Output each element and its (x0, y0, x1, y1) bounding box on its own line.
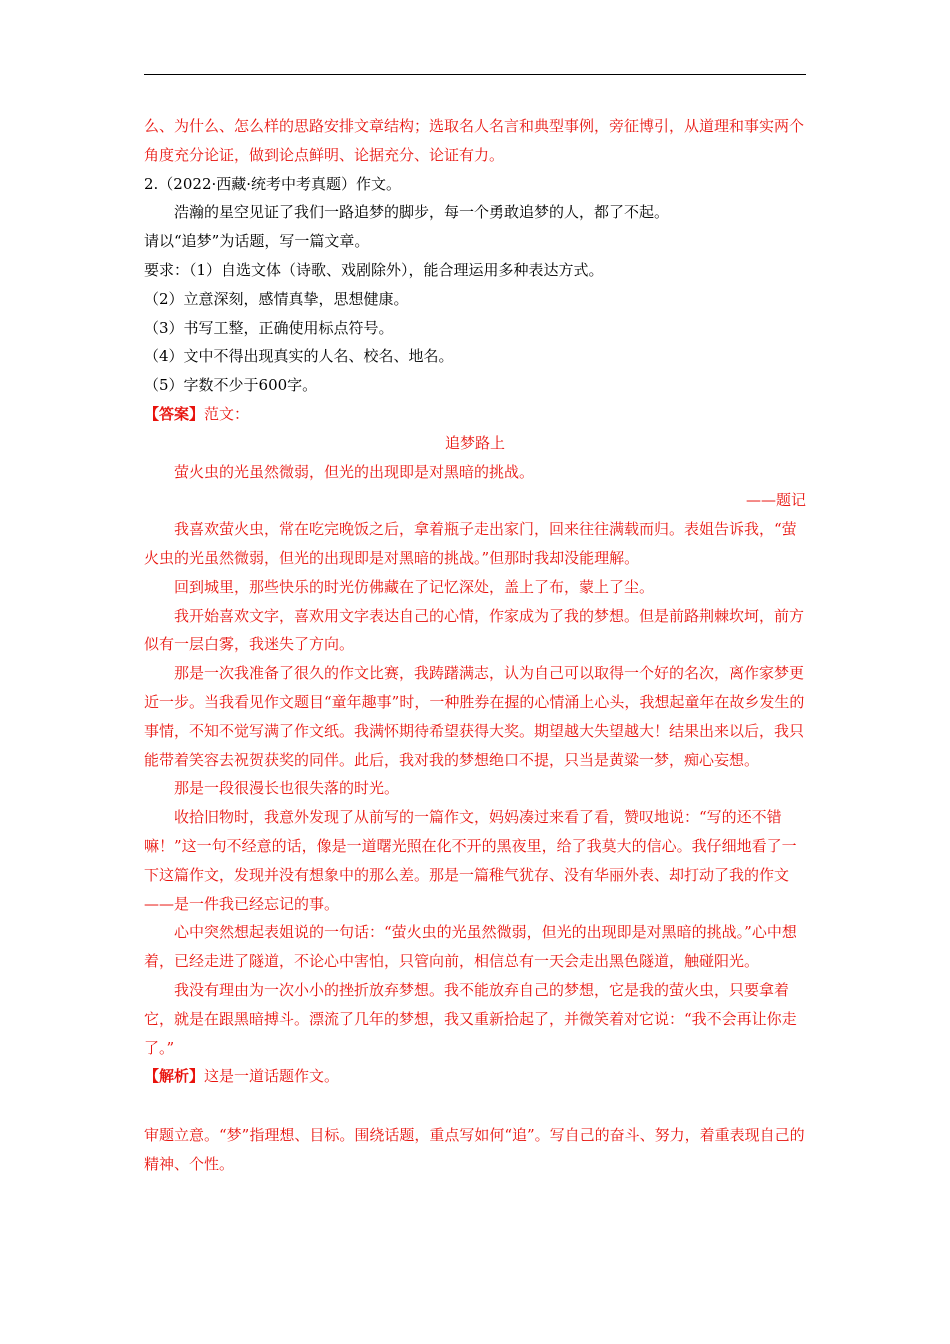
requirement-5: （5）字数不少于600字。 (144, 376, 318, 395)
essay-paragraph: 我没有理由为一次小小的挫折放弃梦想。我不能放弃自己的梦想，它是我的萤火虫，只要拿着它，就是在跟黑暗搏斗。漂流了几年的梦想，我又重新拾起了，并微笑着对它说：“我不会再让你走了。” (144, 980, 797, 1057)
essay-paragraph: 那是一段很漫长也很失落的时光。 (174, 779, 400, 798)
essay-epigraph-attribution: ——题记 (745, 491, 806, 510)
question-instruction: 请以“追梦”为话题，写一篇文章。 (144, 232, 370, 251)
analysis-continuation: 么、为什么、怎么样的思路安排文章结构；选取名人名言和典型事例，旁征博引，从道理和事实两个角度充分论证，做到论点鲜明、论据充分、论证有力。 (144, 117, 805, 164)
blank-line (144, 1091, 806, 1121)
question-prompt: 浩瀚的星空见证了我们一路追梦的脚步，每一个勇敢追梦的人，都了不起。 (174, 203, 670, 222)
requirement-4: （4）文中不得出现真实的人名、校名、地名。 (144, 347, 454, 366)
answer-label-suffix: 范文： (204, 404, 250, 423)
header-rule (144, 74, 806, 75)
essay-paragraph: 我喜欢萤火虫，常在吃完晚饭之后，拿着瓶子走出家门，回来往往满载而归。表姐告诉我，“萤火虫的光虽然微弱，但光的出现即是对黑暗的挑战。”但那时我却没能理解。 (144, 520, 797, 567)
answer-label: 【答案】 (144, 404, 205, 423)
essay-epigraph: 萤火虫的光虽然微弱，但光的出现即是对黑暗的挑战。 (174, 462, 535, 481)
analysis-text: 审题立意。“梦”指理想、目标。围绕话题，重点写如何“追”。写自己的奋斗、努力，着重表现自己的精神、个性。 (144, 1126, 805, 1173)
essay-paragraph: 收拾旧物时，我意外发现了从前写的一篇作文，妈妈凑过来看了看，赞叹地说：“写的还不错嘛！”这一句不经意的话，像是一道曙光照在化不开的黑夜里，给了我莫大的信心。我仔细地看了一下这篇作文，发现并没有想象中的那么差。那是一篇稚气犹存、没有华丽外表、却打动了我的作文——是一件我已经忘记的事。 (144, 808, 797, 913)
essay-title: 追梦路上 (444, 433, 505, 452)
analysis-label-suffix: 这是一道话题作文。 (204, 1067, 340, 1086)
essay-paragraph: 那是一次我准备了很久的作文比赛，我踌躇满志，认为自己可以取得一个好的名次，离作家梦更近一步。当我看见作文题目“童年趣事”时，一种胜券在握的心情涌上心头，我想起童年在故乡发生的事情，不知不觉写满了作文纸。我满怀期待希望获得大奖。期望越大失望越大！结果出来以后，我只能带着笑容去祝贺获奖的同伴。此后，我对我的梦想绝口不提，只当是黄粱一梦，痴心妄想。 (144, 664, 805, 769)
essay-paragraph: 心中突然想起表姐说的一句话：“萤火虫的光虽然微弱，但光的出现即是对黑暗的挑战。”心中想着，已经走进了隧道，不论心中害怕，只管向前，相信总有一天会走出黑色隧道，触碰阳光。 (144, 923, 797, 971)
question-number-source: 2.（2022·西藏·统考中考真题）作文。 (144, 174, 402, 193)
requirement-2: （2）立意深刻，感情真挚，思想健康。 (144, 289, 409, 308)
analysis-heading (144, 1062, 806, 1091)
analysis-label: 【解析】 (144, 1067, 205, 1086)
essay-paragraph: 回到城里，那些快乐的时光仿佛藏在了记忆深处，盖上了布，蒙上了尘。 (174, 577, 655, 596)
requirement-1: 要求：（1）自选文体（诗歌、戏剧除外），能合理运用多种表达方式。 (144, 260, 604, 279)
essay-paragraph: 我开始喜欢文字，喜欢用文字表达自己的心情，作家成为了我的梦想。但是前路荆棘坎坷，前方似有一层白雾，我迷失了方向。 (144, 606, 805, 654)
requirement-3: （3）书写工整，正确使用标点符号。 (144, 318, 394, 337)
answer-heading (144, 400, 806, 429)
page-body (144, 112, 806, 1179)
